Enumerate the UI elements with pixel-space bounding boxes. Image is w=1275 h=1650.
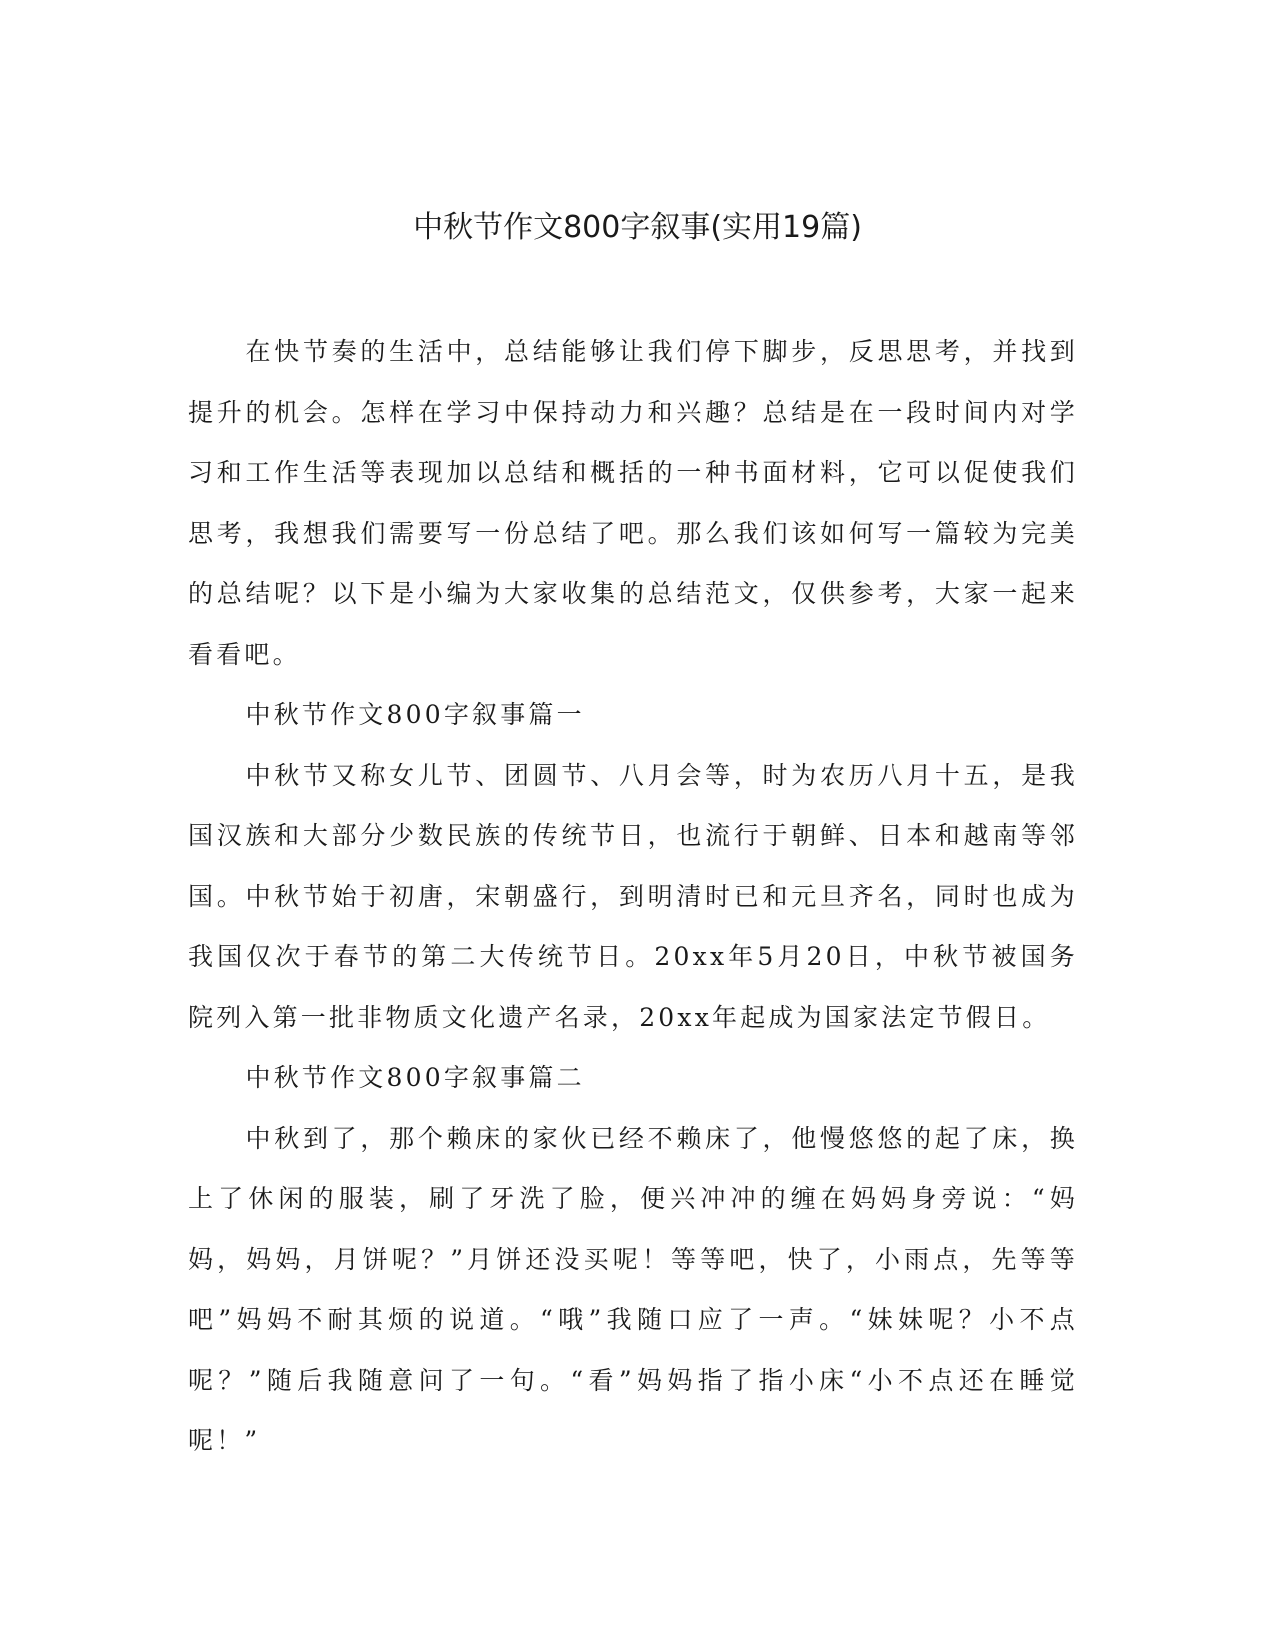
section-2-paragraph: 中秋到了，那个赖床的家伙已经不赖床了，他慢悠悠的起了床，换上了休闲的服装，刷了牙洗了脸，便兴冲冲的缠在妈妈身旁说：“妈妈，妈妈，月饼呢？”月饼还没买呢！等等吧，快了，小雨点，先等等吧”妈妈不耐其烦的说道。“哦”我随口应了一声。“妹妹呢？小不点呢？”随后我随意问了一句。“看”妈妈指了指小床“小不点还在睡觉呢！”: [188, 1123, 1078, 1455]
section-1-paragraph: 中秋节又称女儿节、团圆节、八月会等，时为农历八月十五，是我国汉族和大部分少数民族的传统节日，也流行于朝鲜、日本和越南等邻国。中秋节始于初唐，宋朝盛行，到明清时已和元旦齐名，同时也成为我国仅次于春节的第二大传统节日。20xx年5月20日，中秋节被国务院列入第一批非物质文化遗产名录，20xx年起成为国家法定节假日。: [188, 760, 1078, 1032]
section-heading-1: 中秋节作文800字叙事篇一: [245, 700, 585, 729]
intro-paragraph: 在快节奏的生活中，总结能够让我们停下脚步，反思思考，并找到提升的机会。怎样在学习中保持动力和兴趣？总结是在一段时间内对学习和工作生活等表现加以总结和概括的一种书面材料，它可以促使我们思考，我想我们需要写一份总结了吧。那么我们该如何写一篇较为完美的总结呢？以下是小编为大家收集的总结范文，仅供参考，大家一起来看看吧。: [188, 337, 1078, 669]
document-title: 中秋节作文800字叙事(实用19篇): [413, 210, 862, 245]
section-heading-2: 中秋节作文800字叙事篇二: [245, 1063, 585, 1092]
document-body: [188, 322, 1078, 1472]
